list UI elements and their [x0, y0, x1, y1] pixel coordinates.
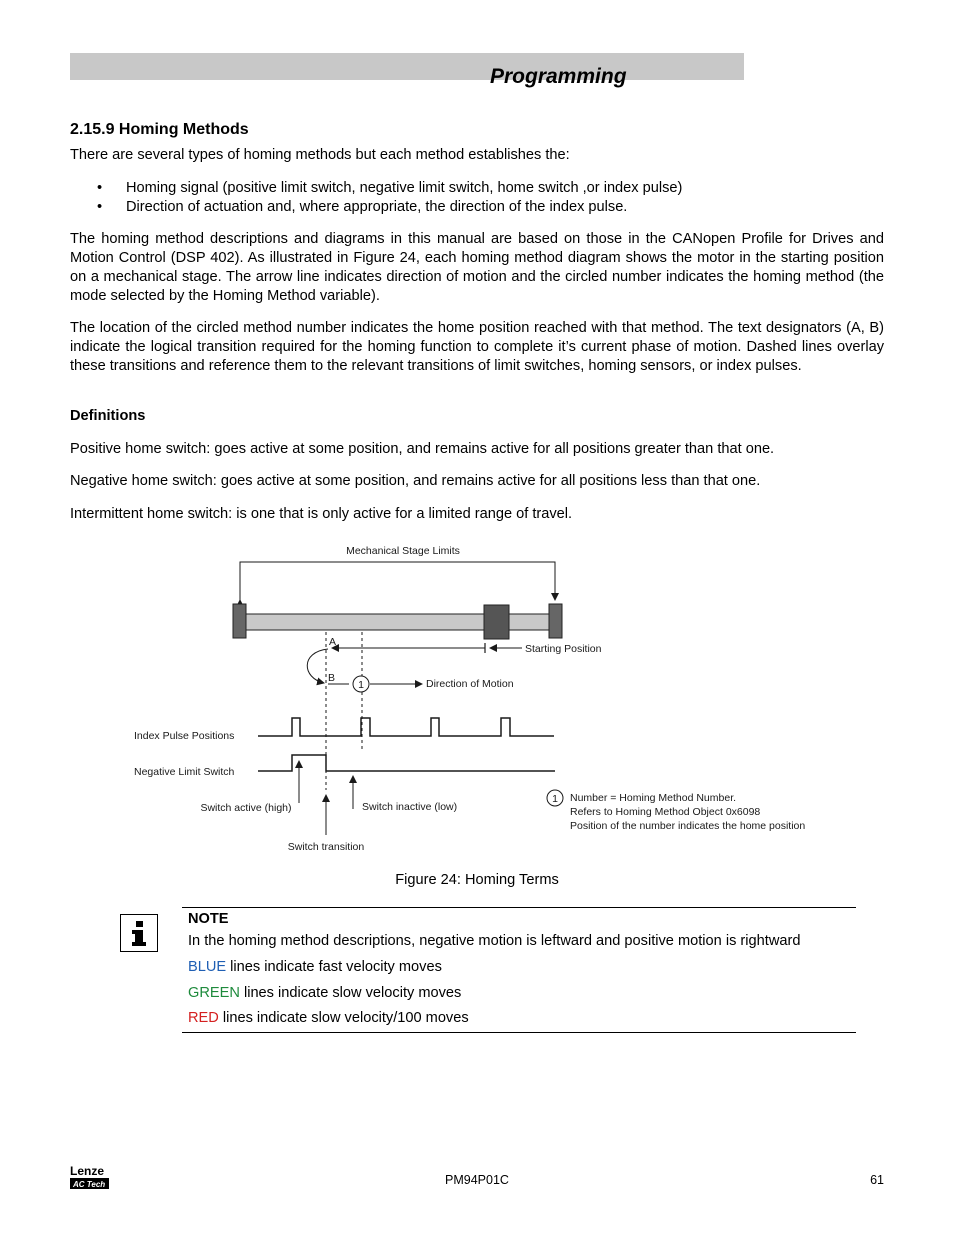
negative-limit-switch-signal	[258, 755, 555, 771]
legend-line-2: Refers to Homing Method Object 0x6098	[570, 806, 761, 818]
label-a: A	[329, 636, 337, 648]
label-mechanical-stage-limits: Mechanical Stage Limits	[346, 545, 460, 557]
list-item: • Direction of actuation and, where appropriate, the direction of the index pulse.	[97, 198, 628, 215]
note-blue-word: BLUE	[188, 959, 227, 975]
label-b: B	[328, 672, 336, 684]
note-blue-line: BLUE lines indicate fast velocity moves	[188, 959, 442, 975]
note-green-word: GREEN	[188, 985, 240, 1001]
page-title: Programming	[490, 65, 627, 88]
note-green-line: GREEN lines indicate slow velocity moves	[188, 985, 462, 1001]
document-number: PM94P01C	[445, 1173, 509, 1187]
intro-paragraph: There are several types of homing methods but each method establishes the:	[70, 147, 570, 163]
right-stage-limit	[549, 604, 562, 638]
figure-caption: Figure 24: Homing Terms	[395, 872, 559, 888]
legend-line-3: Position of the number indicates the home position	[570, 820, 806, 832]
label-switch-inactive: Switch inactive (low)	[362, 801, 458, 813]
legend-line-1: Number = Homing Method Number.	[570, 792, 737, 804]
page-number: 61	[870, 1173, 884, 1187]
label-index-pulse-positions: Index Pulse Positions	[134, 730, 235, 742]
label-negative-limit-switch: Negative Limit Switch	[134, 766, 235, 778]
label-switch-transition: Switch transition	[287, 841, 365, 853]
left-stage-limit	[233, 604, 246, 638]
reversal-arc	[307, 649, 328, 683]
stage-limits-bracket	[240, 562, 555, 600]
note-red-line: RED lines indicate slow velocity/100 moves	[188, 1010, 469, 1026]
section-heading: 2.15.9 Homing Methods	[70, 121, 249, 138]
index-pulse-signal	[258, 718, 554, 736]
motor-block	[484, 605, 509, 639]
info-icon	[120, 914, 158, 952]
list-item: • Homing signal (positive limit switch, negative limit switch, home switch ,or index pulse)	[97, 180, 683, 196]
note-motion-direction: In the homing method descriptions, negative motion is leftward and positive motion is rightward	[188, 933, 801, 949]
logo-word: Lenze	[70, 1164, 105, 1178]
definition-intermittent: Intermittent home switch: is one that is only active for a limited range of travel.	[70, 506, 573, 522]
note-title: NOTE	[188, 911, 229, 927]
definitions-heading: Definitions	[70, 408, 146, 424]
logo-sub: AC Tech	[73, 1180, 106, 1189]
bullet-symbol: •	[97, 180, 103, 196]
paragraph-method-number: The location of the circled method number indicates the home position reached with that method. The text designators (A, B) indicate the logical transition required for the homing function to complete it’s current phase of motion. Dashed lines overlay these transitions and reference them to the relevant transitions of limit switches, homing sensors, or index pulses.	[70, 320, 884, 374]
label-direction-of-motion: Direction of Motion	[426, 678, 514, 690]
paragraph-canopen: The homing method descriptions and diagrams in this manual are based on those in the CANopen Profile for Drives and Motion Control (DSP 402). As illustrated in Figure 24, each homing method diagram shows the motor in the starting position on a mechanical stage. The arrow line indicates direction of motion and the circled number indicates the homing method (the mode selected by the Homing Method variable).	[70, 231, 884, 304]
note-red-word: RED	[188, 1010, 219, 1026]
definition-negative: Negative home switch: goes active at some position, and remains active for all positions less than that one.	[70, 473, 761, 489]
method-number: 1	[358, 679, 364, 691]
label-switch-active: Switch active (high)	[200, 802, 292, 814]
bullet-symbol: •	[97, 198, 103, 215]
legend-number: 1	[552, 793, 558, 805]
definition-positive: Positive home switch: goes active at some position, and remains active for all positions greater than that one.	[70, 441, 775, 457]
label-starting-position: Starting Position	[525, 643, 602, 655]
